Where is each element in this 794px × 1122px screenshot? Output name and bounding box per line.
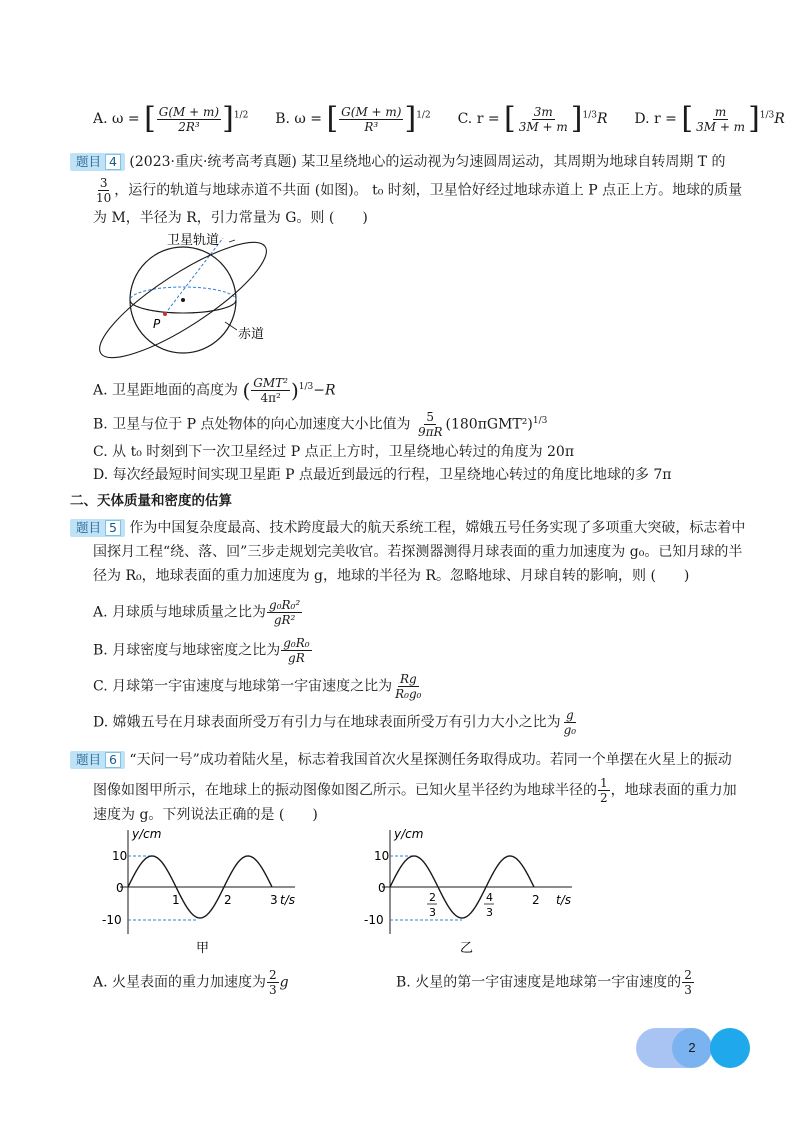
q5-line3: 径为 R₀，地球表面的重力加速度为 g，地球的半径为 R。忽略地球、月球自转的影响，则 ( ): [93, 568, 690, 584]
q4-line1: 题目 4 (2023·重庆·统考高考真题) 某卫星绕地心的运动视为匀速圆周运动，其周期为地球自转周期 T 的: [70, 152, 726, 172]
q6-option-b: B. 火星的第一宇宙速度是地球第一宇宙速度的 $\frac{2}{3}$: [396, 968, 692, 997]
earth-center: [181, 298, 185, 302]
section-heading: 二、天体质量和密度的估算: [70, 493, 232, 509]
p-label: P: [153, 317, 161, 331]
chart-yi-tick-0: 0: [378, 881, 386, 895]
chart-jia-tick-10: 10: [112, 849, 128, 863]
equator-label: 赤道: [238, 327, 265, 342]
q6-tag: 题目 6: [70, 751, 125, 769]
chart-yi-tick-x2-num: 4: [486, 891, 493, 904]
q4-line3: 为 M，半径为 R，引力常量为 G。则 ( ): [93, 210, 368, 226]
q5-tag: 题目 5: [70, 519, 125, 537]
q3-options-row: [93, 101, 785, 136]
chart-jia-xlabel: t/s: [280, 893, 295, 907]
chart-yi-tick-x1-num: 2: [429, 891, 436, 904]
orbit-label: 卫星轨道: [167, 233, 220, 248]
q5-line2: 国探月工程“绕、落、回”三步走规划完美收官。若探测器测得月球表面的重力加速度为 g₀。已知月球的半: [93, 544, 743, 560]
page-deco-right: [710, 1028, 750, 1068]
q5-option-b: B. 月球密度与地球密度之比为 $\frac{\text{g₀R₀}}{gR}$: [93, 636, 310, 665]
q5-option-d: D. 嫦娥五号在月球表面所受万有引力与在地球表面所受万有引力大小之比为 $\frac{g}{\text{g₀}}$: [93, 708, 577, 737]
chart-yi-tick-m10: -10: [364, 913, 384, 927]
q3-option-d: D. r = [ $\frac{m}{3M + m}$ ]$^{1/3}$R: [634, 101, 785, 136]
point-p-dot: [163, 312, 167, 316]
q6-option-a: A. 火星表面的重力加速度为 $\frac{2}{3}$ g: [93, 968, 289, 997]
chart-yi: [362, 822, 582, 962]
chart-jia-ylabel: y/cm: [132, 827, 162, 841]
q5-option-c: C. 月球第一宇宙速度与地球第一宇宙速度之比为 $\frac{Rg}{\text{R₀g₀}}$: [93, 672, 422, 701]
q4-option-b: B. 卫星与位于 P 点处物体的向心加速度大小比值为 $\frac{5}{9\pi R}$ $(180\pi GMT^2)^{1/3}$: [93, 410, 548, 439]
orbit-hidden-part: [165, 238, 223, 314]
chart-yi-tick-10: 10: [374, 849, 390, 863]
q4-tag: 题目 4: [70, 153, 125, 171]
q6-line3: 速度为 g。下列说法正确的是 ( ): [93, 807, 318, 823]
q6-line1: 题目 6 “天问一号”成功着陆火星，标志着我国首次火星探测任务取得成功。若同一个单摆在火星上的振动: [70, 750, 732, 770]
q3-option-a: A. ω = [ $\frac{G(M + m)}{\text{2R³}}$ ]$^{1/2}$: [93, 101, 249, 136]
q3-option-b: B. ω = [ $\frac{G(M + m)}{\text{R³}}$ ]$^{1/2}$: [275, 101, 431, 136]
q5-option-a: A. 月球质与地球质量之比为 $\frac{\text{g₀R₀²}}{\text{gR²}}$: [93, 598, 301, 627]
q4-option-d: D. 每次经最短时间实现卫星距 P 点最近到最远的行程，卫星绕地心转过的角度比地球的多 7π: [93, 467, 672, 483]
q4-option-c: C. 从 t₀ 时刻到下一次卫星经过 P 点正上方时，卫星绕地心转过的角度为 20π: [93, 444, 575, 460]
chart-yi-name: 乙: [460, 941, 474, 956]
q4-option-a: A. 卫星距地面的高度为 ( $\frac{\text{GMT²}}{\text{4π²}}$ )$^{1/3}$−R: [93, 376, 336, 405]
page-number: 2: [688, 1040, 696, 1055]
chart-jia: [100, 822, 300, 962]
chart-yi-tick-x3: 2: [532, 893, 540, 907]
chart-yi-tick-x1-den: 3: [429, 906, 436, 919]
chart-jia-tick-m10: -10: [102, 913, 122, 927]
chart-jia-tick-x3: 3: [270, 893, 278, 907]
chart-yi-ylabel: y/cm: [394, 827, 424, 841]
chart-jia-name: 甲: [196, 941, 210, 956]
q4-figure: [95, 228, 285, 362]
q6-line2: 图像如图甲所示，在地球上的振动图像如图乙所示。已知火星半径约为地球半径的 $\frac{1}{2}$ ，地球表面的重力加: [93, 776, 737, 805]
q4-line2: $\frac{3}{10}$ ，运行的轨道与地球赤道不共面 (如图)。 t₀ 时刻，卫星恰好经过地球赤道上 P 点正上方。地球的质量: [96, 176, 743, 205]
chart-yi-tick-x2-den: 3: [486, 906, 493, 919]
q3-option-c: C. r = [ $\frac{3m}{3M + m}$ ]$^{1/3}$R: [457, 101, 608, 136]
chart-jia-tick-0: 0: [116, 881, 124, 895]
chart-jia-tick-x2: 2: [224, 893, 232, 907]
chart-yi-xlabel: t/s: [556, 893, 571, 907]
q5-line1: 题目 5 作为中国复杂度最高、技术跨度最大的航天系统工程，嫦娥五号任务实现了多项重大突破，标志着中: [70, 518, 745, 538]
chart-jia-tick-x1: 1: [172, 893, 180, 907]
